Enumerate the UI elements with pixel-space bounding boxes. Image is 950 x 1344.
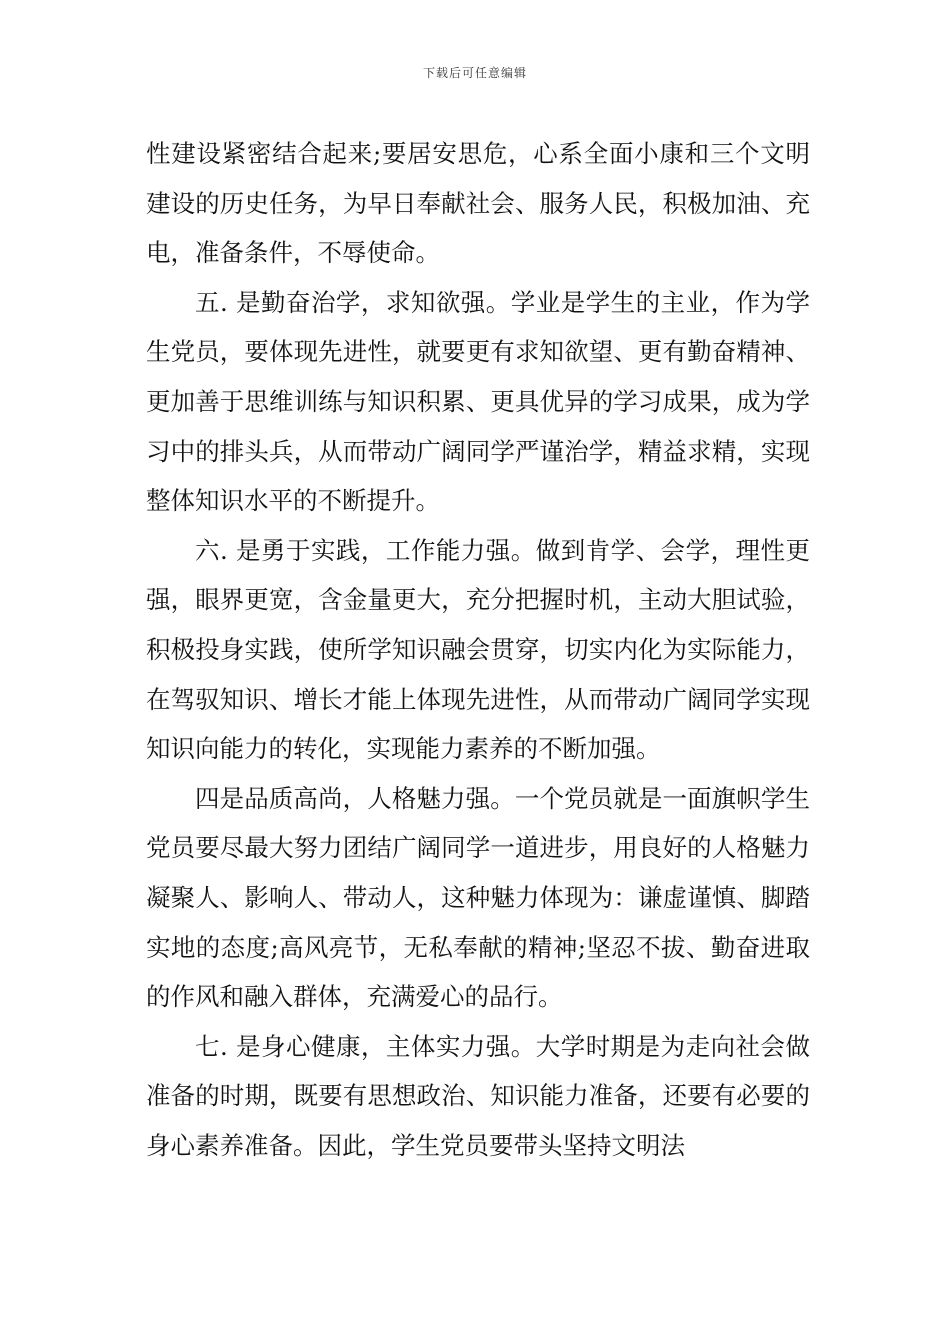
paragraph-four: 四是品质高尚，人格魅力强。一个党员就是一面旗帜学生党员要尽最大努力团结广阔同学一道进步，用良好的人格魅力凝聚人、影响人、带动人，这种魅力体现为：谦虚谨慎、脚踏实地的态度;高风亮节，无私奉献的精神;坚忍不拔、勤奋进取的作风和融入群体，充满爱心的品行。 [146, 783, 810, 1012]
paragraph-continuation: 性建设紧密结合起来;要居安思危，心系全面小康和三个文明建设的历史任务，为早日奉献社会、服务人民，积极加油、充电，准备条件，不辱使命。 [146, 139, 810, 268]
paragraph-seven: 七. 是身心健康，主体实力强。大学时期是为走向社会做准备的时期，既要有思想政治、知识能力准备，还要有必要的身心素养准备。因此，学生党员要带头坚持文明法 [146, 1031, 810, 1160]
paragraph-five: 五. 是勤奋治学，求知欲强。学业是学生的主业，作为学生党员，要体现先进性，就要更有求知欲望、更有勤奋精神、更加善于思维训练与知识积累、更具优异的学习成果，成为学习中的排头兵，从而带动广阔同学严谨治学，精益求精，实现整体知识水平的不断提升。 [146, 287, 810, 516]
paragraph-six: 六. 是勇于实践，工作能力强。做到肯学、会学，理性更强，眼界更宽，含金量更大，充分把握时机，主动大胆试验，积极投身实践，使所学知识融会贯穿，切实内化为实际能力，在驾驭知识、增长才能上体现先进性，从而带动广阔同学实现知识向能力的转化，实现能力素养的不断加强。 [146, 535, 810, 764]
document-body [146, 129, 810, 1170]
page-header-note: 下载后可任意编辑 [422, 66, 527, 80]
